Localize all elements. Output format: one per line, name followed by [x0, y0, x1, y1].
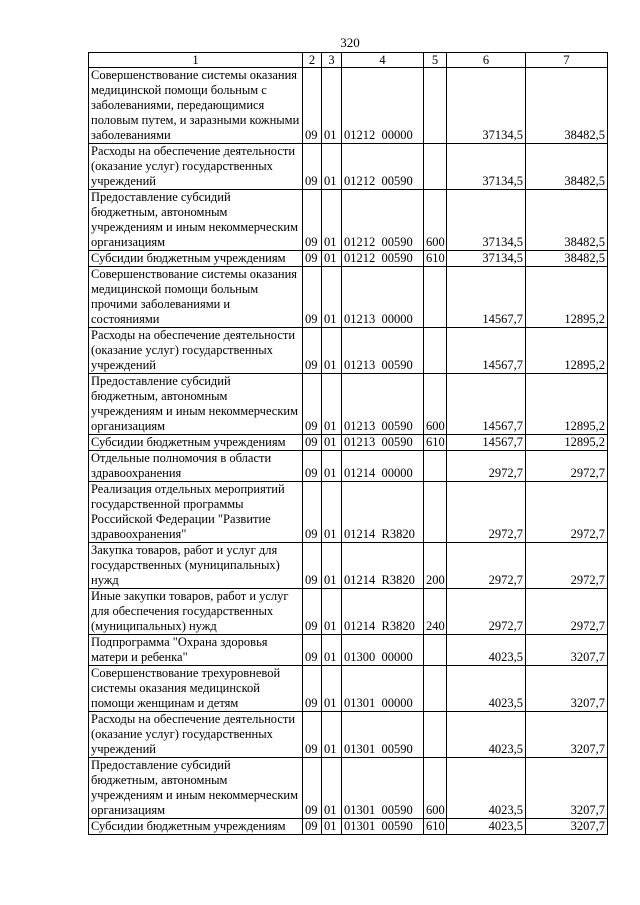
table-row — [89, 251, 608, 267]
row-name-cell: Совершенствование системы оказания медицинской помощи больным прочими заболеваниями и состояниями — [89, 267, 303, 328]
expense-type-cell: 610 — [424, 819, 447, 835]
expense-type-cell — [424, 144, 447, 190]
subsection-code-cell: 01 — [322, 758, 342, 819]
amount-col7-cell: 3207,7 — [526, 635, 608, 666]
table-row — [89, 589, 608, 635]
table-row — [89, 144, 608, 190]
subsection-code-cell: 01 — [322, 68, 342, 144]
row-name-cell: Расходы на обеспечение деятельности (оказание услуг) государственных учреждений — [89, 144, 303, 190]
section-code-cell: 09 — [303, 251, 322, 267]
table-row — [89, 435, 608, 451]
target-article-cell: 01212 00590 — [342, 190, 424, 251]
section-code-cell: 09 — [303, 328, 322, 374]
expense-type-cell: 600 — [424, 374, 447, 435]
column-header: 1 — [89, 53, 303, 68]
table-row — [89, 635, 608, 666]
amount-col7-cell: 3207,7 — [526, 819, 608, 835]
target-article-cell: 01212 00590 — [342, 251, 424, 267]
expense-type-cell — [424, 666, 447, 712]
row-name-cell: Реализация отдельных мероприятий государственной программы Российской Федерации "Развитие здравоохранения" — [89, 482, 303, 543]
expense-type-cell — [424, 712, 447, 758]
target-article-cell: 01301 00590 — [342, 712, 424, 758]
expense-type-cell: 610 — [424, 435, 447, 451]
table-body — [89, 68, 608, 835]
amount-col7-cell: 38482,5 — [526, 144, 608, 190]
table-row — [89, 328, 608, 374]
amount-col6-cell: 2972,7 — [447, 451, 526, 482]
section-code-cell: 09 — [303, 144, 322, 190]
amount-col7-cell: 2972,7 — [526, 543, 608, 589]
amount-col6-cell: 14567,7 — [447, 435, 526, 451]
amount-col6-cell: 4023,5 — [447, 758, 526, 819]
table-row — [89, 68, 608, 144]
amount-col7-cell: 3207,7 — [526, 758, 608, 819]
expense-type-cell: 200 — [424, 543, 447, 589]
target-article-cell: 01301 00000 — [342, 666, 424, 712]
amount-col6-cell: 14567,7 — [447, 328, 526, 374]
table-row — [89, 482, 608, 543]
expense-type-cell — [424, 635, 447, 666]
target-article-cell: 01212 00000 — [342, 68, 424, 144]
amount-col6-cell: 37134,5 — [447, 144, 526, 190]
row-name-cell: Предоставление субсидий бюджетным, автономным учреждениям и иным некоммерческим организациям — [89, 374, 303, 435]
expense-type-cell: 610 — [424, 251, 447, 267]
expense-type-cell — [424, 451, 447, 482]
section-code-cell: 09 — [303, 68, 322, 144]
budget-table — [88, 52, 608, 835]
target-article-cell: 01213 00590 — [342, 328, 424, 374]
column-header: 3 — [322, 53, 342, 68]
row-name-cell: Закупка товаров, работ и услуг для государственных (муниципальных) нужд — [89, 543, 303, 589]
target-article-cell: 01300 00000 — [342, 635, 424, 666]
amount-col7-cell: 38482,5 — [526, 68, 608, 144]
target-article-cell: 01213 00590 — [342, 435, 424, 451]
section-code-cell: 09 — [303, 482, 322, 543]
row-name-cell: Расходы на обеспечение деятельности (оказание услуг) государственных учреждений — [89, 328, 303, 374]
subsection-code-cell: 01 — [322, 267, 342, 328]
table-row — [89, 374, 608, 435]
subsection-code-cell: 01 — [322, 666, 342, 712]
section-code-cell: 09 — [303, 374, 322, 435]
row-name-cell: Предоставление субсидий бюджетным, автономным учреждениям и иным некоммерческим организациям — [89, 190, 303, 251]
amount-col7-cell: 3207,7 — [526, 666, 608, 712]
amount-col7-cell: 2972,7 — [526, 451, 608, 482]
section-code-cell: 09 — [303, 635, 322, 666]
subsection-code-cell: 01 — [322, 328, 342, 374]
subsection-code-cell: 01 — [322, 482, 342, 543]
row-name-cell: Предоставление субсидий бюджетным, автономным учреждениям и иным некоммерческим организациям — [89, 758, 303, 819]
row-name-cell: Субсидии бюджетным учреждениям — [89, 435, 303, 451]
amount-col7-cell: 38482,5 — [526, 251, 608, 267]
row-name-cell: Подпрограмма "Охрана здоровья матери и ребенка" — [89, 635, 303, 666]
row-name-cell: Отдельные полномочия в области здравоохранения — [89, 451, 303, 482]
target-article-cell: 01214 R3820 — [342, 589, 424, 635]
amount-col7-cell: 12895,2 — [526, 374, 608, 435]
amount-col6-cell: 14567,7 — [447, 267, 526, 328]
section-code-cell: 09 — [303, 758, 322, 819]
table-row — [89, 712, 608, 758]
page-number: 320 — [340, 35, 360, 50]
amount-col6-cell: 4023,5 — [447, 712, 526, 758]
amount-col6-cell: 2972,7 — [447, 482, 526, 543]
section-code-cell: 09 — [303, 543, 322, 589]
expense-type-cell: 240 — [424, 589, 447, 635]
section-code-cell: 09 — [303, 666, 322, 712]
table-row — [89, 666, 608, 712]
section-code-cell: 09 — [303, 712, 322, 758]
row-name-cell: Субсидии бюджетным учреждениям — [89, 819, 303, 835]
amount-col7-cell: 2972,7 — [526, 589, 608, 635]
expense-type-cell — [424, 68, 447, 144]
subsection-code-cell: 01 — [322, 589, 342, 635]
amount-col7-cell: 2972,7 — [526, 482, 608, 543]
column-header: 5 — [424, 53, 447, 68]
section-code-cell: 09 — [303, 190, 322, 251]
subsection-code-cell: 01 — [322, 374, 342, 435]
column-header: 6 — [447, 53, 526, 68]
subsection-code-cell: 01 — [322, 819, 342, 835]
target-article-cell: 01301 00590 — [342, 758, 424, 819]
section-code-cell: 09 — [303, 435, 322, 451]
header-row — [89, 53, 608, 68]
amount-col6-cell: 4023,5 — [447, 666, 526, 712]
amount-col6-cell: 37134,5 — [447, 251, 526, 267]
column-header: 4 — [342, 53, 424, 68]
expense-type-cell: 600 — [424, 758, 447, 819]
row-name-cell: Субсидии бюджетным учреждениям — [89, 251, 303, 267]
subsection-code-cell: 01 — [322, 451, 342, 482]
amount-col6-cell: 4023,5 — [447, 819, 526, 835]
table-row — [89, 543, 608, 589]
target-article-cell: 01214 00000 — [342, 451, 424, 482]
target-article-cell: 01214 R3820 — [342, 482, 424, 543]
row-name-cell: Расходы на обеспечение деятельности (оказание услуг) государственных учреждений — [89, 712, 303, 758]
expense-type-cell — [424, 328, 447, 374]
target-article-cell: 01213 00000 — [342, 267, 424, 328]
target-article-cell: 01212 00590 — [342, 144, 424, 190]
table-row — [89, 267, 608, 328]
section-code-cell: 09 — [303, 267, 322, 328]
amount-col7-cell: 12895,2 — [526, 328, 608, 374]
amount-col6-cell: 2972,7 — [447, 589, 526, 635]
column-header: 7 — [526, 53, 608, 68]
row-name-cell: Иные закупки товаров, работ и услуг для обеспечения государственных (муниципальных) нужд — [89, 589, 303, 635]
subsection-code-cell: 01 — [322, 635, 342, 666]
column-header: 2 — [303, 53, 322, 68]
subsection-code-cell: 01 — [322, 712, 342, 758]
target-article-cell: 01213 00590 — [342, 374, 424, 435]
amount-col6-cell: 37134,5 — [447, 190, 526, 251]
table-row — [89, 819, 608, 835]
subsection-code-cell: 01 — [322, 543, 342, 589]
expense-type-cell — [424, 267, 447, 328]
table-row — [89, 451, 608, 482]
table-row — [89, 758, 608, 819]
amount-col6-cell: 37134,5 — [447, 68, 526, 144]
amount-col6-cell: 2972,7 — [447, 543, 526, 589]
subsection-code-cell: 01 — [322, 435, 342, 451]
section-code-cell: 09 — [303, 819, 322, 835]
row-name-cell: Совершенствование трехуровневой системы оказания медицинской помощи женщинам и детям — [89, 666, 303, 712]
amount-col7-cell: 38482,5 — [526, 190, 608, 251]
section-code-cell: 09 — [303, 589, 322, 635]
target-article-cell: 01301 00590 — [342, 819, 424, 835]
amount-col6-cell: 4023,5 — [447, 635, 526, 666]
amount-col7-cell: 3207,7 — [526, 712, 608, 758]
subsection-code-cell: 01 — [322, 251, 342, 267]
section-code-cell: 09 — [303, 451, 322, 482]
expense-type-cell: 600 — [424, 190, 447, 251]
amount-col7-cell: 12895,2 — [526, 267, 608, 328]
amount-col7-cell: 12895,2 — [526, 435, 608, 451]
table-row — [89, 190, 608, 251]
subsection-code-cell: 01 — [322, 144, 342, 190]
expense-type-cell — [424, 482, 447, 543]
row-name-cell: Совершенствование системы оказания медицинской помощи больным с заболеваниями, передающимися половым путем, и заразными кожными заболеваниями — [89, 68, 303, 144]
target-article-cell: 01214 R3820 — [342, 543, 424, 589]
subsection-code-cell: 01 — [322, 190, 342, 251]
amount-col6-cell: 14567,7 — [447, 374, 526, 435]
